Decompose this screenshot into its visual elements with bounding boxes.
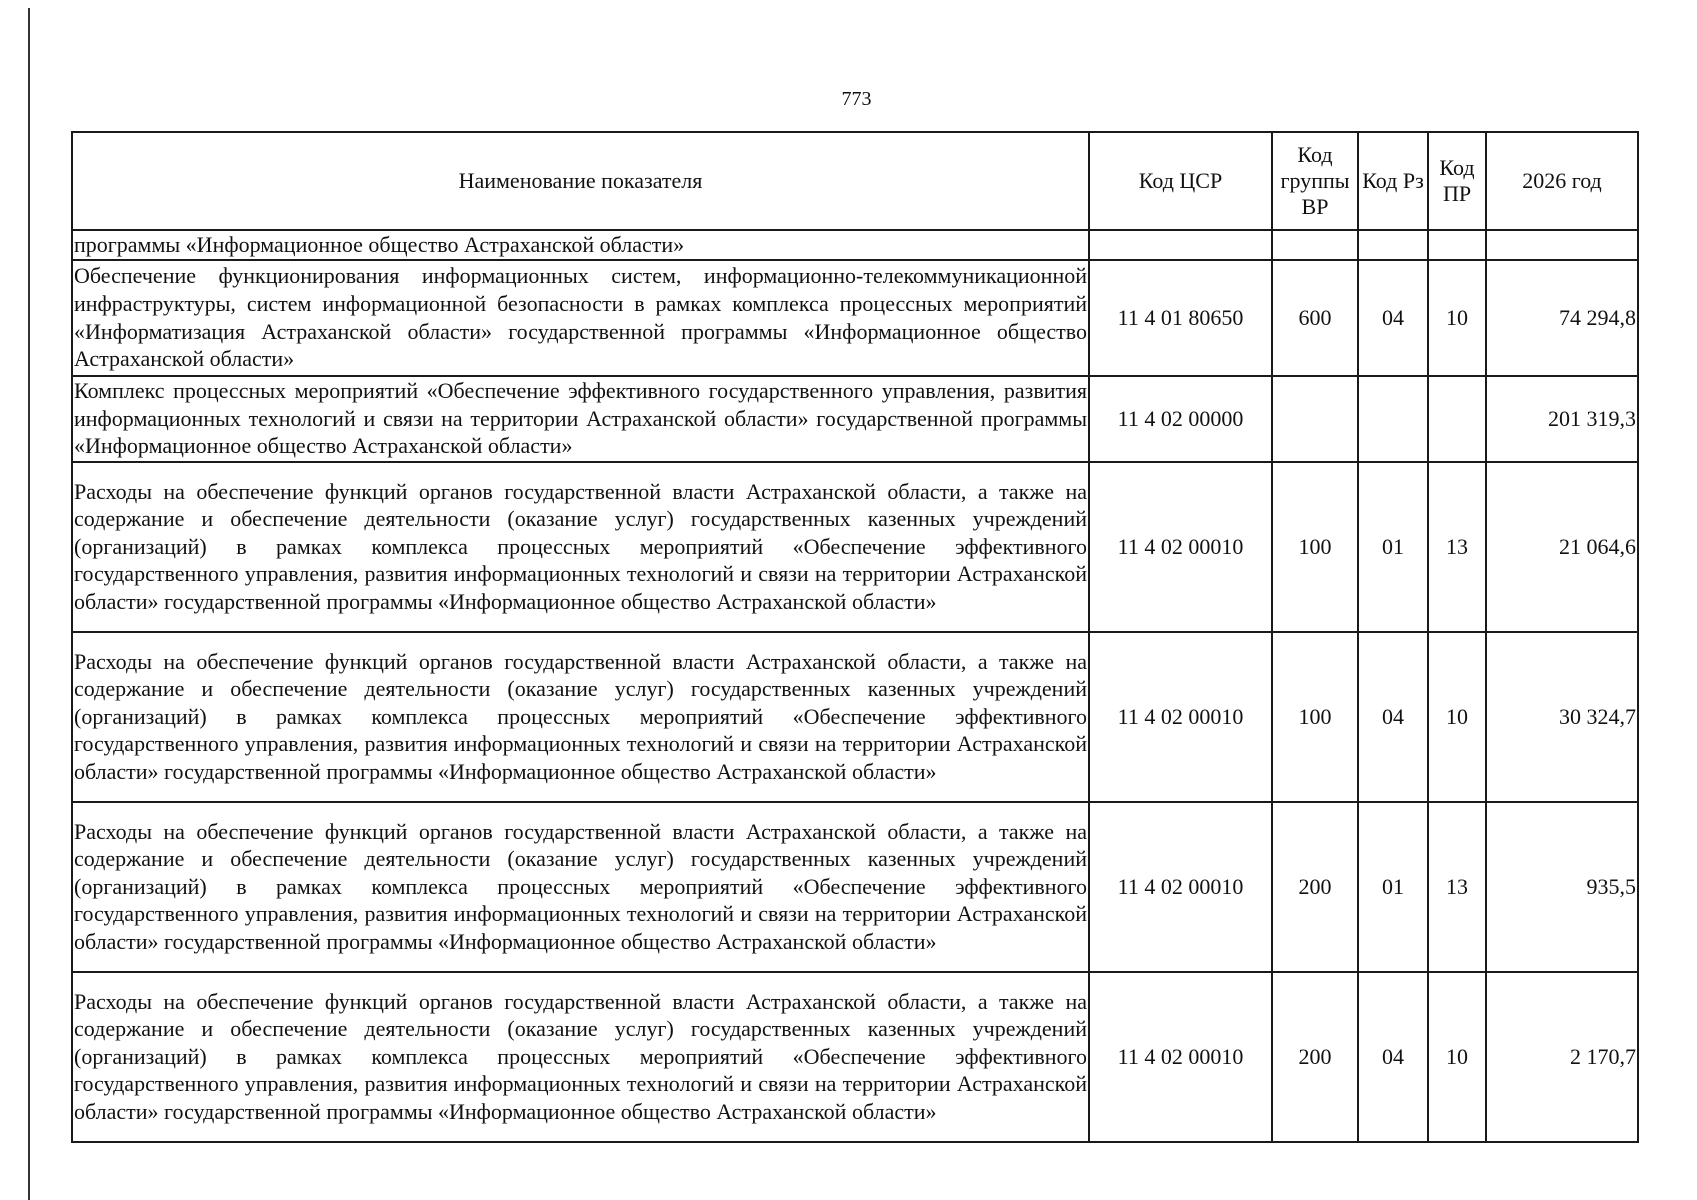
row-rz: [1358, 230, 1428, 260]
row-name: Обеспечение функционирования информационных систем, информационно-телекоммуникационной инфраструктуры, систем информационной безопасности в рамках комплекса процессных мероприятий «Информатизация Астраханской области» государственной программы «Информационное общество Астраханской области»: [72, 260, 1089, 376]
header-rz: Код Рз: [1358, 132, 1428, 230]
row-csr: 11 4 02 00010: [1089, 632, 1272, 802]
row-amount: [1486, 230, 1638, 260]
row-csr: 11 4 01 80650: [1089, 260, 1272, 376]
table-row: [72, 802, 1638, 972]
row-name: программы «Информационное общество Астраханской области»: [72, 230, 1089, 260]
header-year: 2026 год: [1486, 132, 1638, 230]
budget-table: [71, 131, 1639, 1143]
table-row: [72, 462, 1638, 632]
row-csr: [1089, 230, 1272, 260]
table-header-row: [72, 132, 1638, 230]
row-pr: [1428, 230, 1486, 260]
left-margin-line: [28, 8, 30, 1200]
row-rz: 04: [1358, 972, 1428, 1142]
row-vr: 100: [1272, 462, 1358, 632]
table-row: [72, 376, 1638, 462]
row-amount: 935,5: [1486, 802, 1638, 972]
header-name: Наименование показателя: [72, 132, 1089, 230]
row-vr: 100: [1272, 632, 1358, 802]
row-amount: 21 064,6: [1486, 462, 1638, 632]
row-pr: 13: [1428, 802, 1486, 972]
row-vr: [1272, 376, 1358, 462]
row-pr: [1428, 376, 1486, 462]
row-rz: 04: [1358, 260, 1428, 376]
row-name: Расходы на обеспечение функций органов государственной власти Астраханской области, а также на содержание и обеспечение деятельности (оказание услуг) государственных казенных учреждений (организаций) в рамках комплекса процессных мероприятий «Обеспечение эффективного государственного управления, развития информационных технологий и связи на территории Астраханской области» государственной программы «Информационное общество Астраханской области»: [72, 972, 1089, 1142]
header-csr: Код ЦСР: [1089, 132, 1272, 230]
header-pr: Код ПР: [1428, 132, 1486, 230]
row-amount: 2 170,7: [1486, 972, 1638, 1142]
row-rz: 01: [1358, 802, 1428, 972]
table-row: [72, 972, 1638, 1142]
page-number: 773: [841, 88, 872, 110]
row-pr: 10: [1428, 260, 1486, 376]
row-vr: 200: [1272, 972, 1358, 1142]
row-csr: 11 4 02 00010: [1089, 462, 1272, 632]
row-rz: 04: [1358, 632, 1428, 802]
row-name: Расходы на обеспечение функций органов государственной власти Астраханской области, а также на содержание и обеспечение деятельности (оказание услуг) государственных казенных учреждений (организаций) в рамках комплекса процессных мероприятий «Обеспечение эффективного государственного управления, развития информационных технологий и связи на территории Астраханской области» государственной программы «Информационное общество Астраханской области»: [72, 462, 1089, 632]
row-amount: 30 324,7: [1486, 632, 1638, 802]
row-vr: [1272, 230, 1358, 260]
row-pr: 10: [1428, 632, 1486, 802]
row-csr: 11 4 02 00010: [1089, 972, 1272, 1142]
row-csr: 11 4 02 00010: [1089, 802, 1272, 972]
row-vr: 200: [1272, 802, 1358, 972]
row-name: Расходы на обеспечение функций органов государственной власти Астраханской области, а также на содержание и обеспечение деятельности (оказание услуг) государственных казенных учреждений (организаций) в рамках комплекса процессных мероприятий «Обеспечение эффективного государственного управления, развития информационных технологий и связи на территории Астраханской области» государственной программы «Информационное общество Астраханской области»: [72, 802, 1089, 972]
table-row: [72, 230, 1638, 260]
row-pr: 10: [1428, 972, 1486, 1142]
table-row: [72, 632, 1638, 802]
row-rz: [1358, 376, 1428, 462]
row-name: Расходы на обеспечение функций органов государственной власти Астраханской области, а также на содержание и обеспечение деятельности (оказание услуг) государственных казенных учреждений (организаций) в рамках комплекса процессных мероприятий «Обеспечение эффективного государственного управления, развития информационных технологий и связи на территории Астраханской области» государственной программы «Информационное общество Астраханской области»: [72, 632, 1089, 802]
row-name: Комплекс процессных мероприятий «Обеспечение эффективного государственного управления, развития информационных технологий и связи на территории Астраханской области» государственной программы «Информационное общество Астраханской области»: [72, 376, 1089, 462]
row-csr: 11 4 02 00000: [1089, 376, 1272, 462]
row-pr: 13: [1428, 462, 1486, 632]
row-amount: 201 319,3: [1486, 376, 1638, 462]
row-amount: 74 294,8: [1486, 260, 1638, 376]
header-vr: Код группы ВР: [1272, 132, 1358, 230]
table-row: [72, 260, 1638, 376]
row-vr: 600: [1272, 260, 1358, 376]
row-rz: 01: [1358, 462, 1428, 632]
